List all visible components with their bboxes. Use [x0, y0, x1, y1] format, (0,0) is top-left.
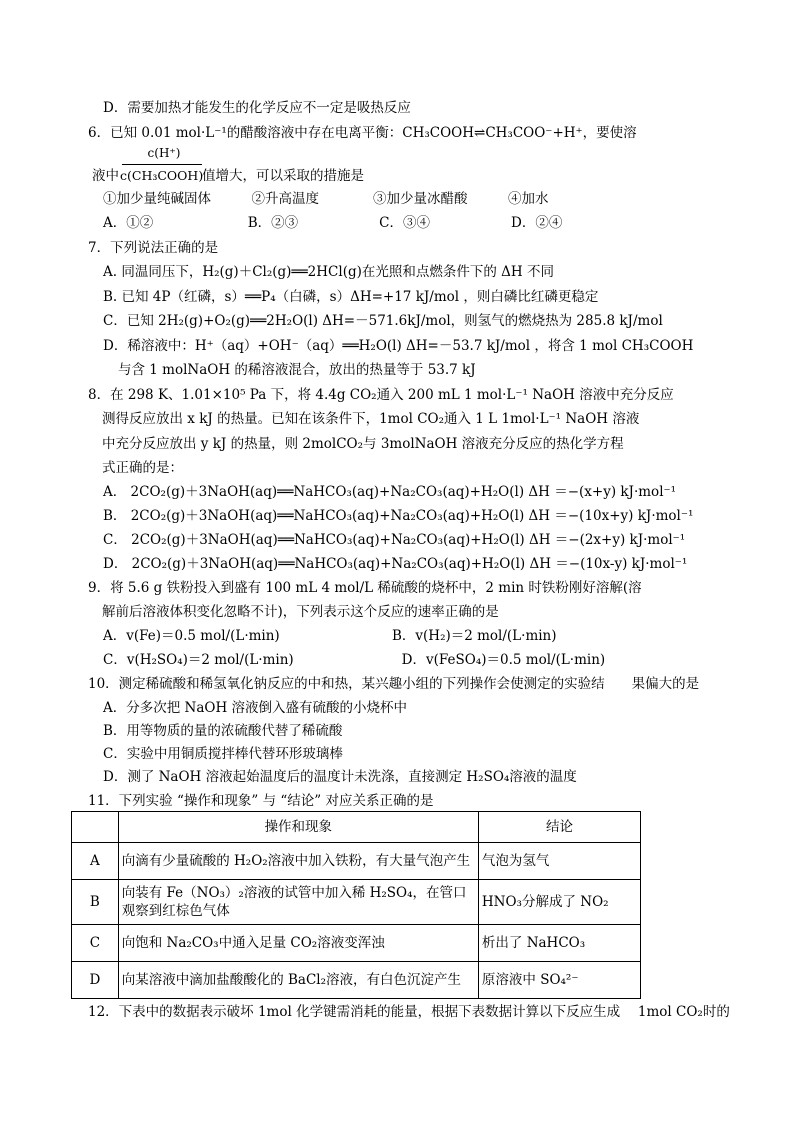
q9-options-ab: A．v(Fe)＝0.5 mol/(L·min) B．v(H₂)＝2 mol/(L·min)	[103, 628, 557, 644]
table-header-cell: 结论	[478, 812, 640, 843]
table-row	[72, 925, 641, 962]
q10-option-b: B．用等物质的量的浓硫酸代替了稀硫酸	[103, 723, 343, 739]
q8-option-a: A． 2CO₂(g)＋3NaOH(aq)══NaHCO₃(aq)+Na₂CO₃(aq)+H₂O(l) ΔH ＝−(x+y) kJ·mol⁻¹	[103, 484, 677, 500]
q6-fraction-denominator: c(CH₃COOH)	[120, 168, 204, 183]
q9-stem-2: 解前后溶液体积变化忽略不计)，下列表示这个反应的速率正确的是	[102, 604, 499, 620]
q6-fraction-bar	[122, 164, 202, 165]
q8-stem-2: 测得反应放出 x kJ 的热量。已知在该条件下，1mol CO₂通入 1 L 1mol·L⁻¹ NaOH 溶液	[102, 411, 640, 427]
table-row	[72, 843, 641, 880]
q8-stem-4: 式正确的是：	[102, 460, 183, 476]
q7-stem: 7．下列说法正确的是	[88, 240, 219, 256]
table-header-cell: 操作和现象	[118, 812, 478, 843]
q11-stem: 11．下列实验 “操作和现象” 与 “结论” 对应关系正确的是	[88, 793, 434, 809]
q6-stem-cont-pre: 液中	[92, 168, 119, 184]
table-header-cell	[72, 812, 119, 843]
q7-option-c: C．已知 2H₂(g)+O₂(g)══2H₂O(l) ΔH=－571.6kJ/mol，则氢气的燃烧热为 285.8 kJ/mol	[103, 313, 663, 329]
table-row	[72, 962, 641, 999]
q8-option-c: C． 2CO₂(g)＋3NaOH(aq)══NaHCO₃(aq)+Na₂CO₃(aq)+H₂O(l) ΔH ＝−(2x+y) kJ·mol⁻¹	[103, 532, 686, 548]
q10-stem: 10．测定稀硫酸和稀氢氧化钠反应的中和热，某兴趣小组的下列操作会使测定的实验结 果偏大的是	[88, 676, 700, 692]
q6-measures: ①加少量纯碱固体 ②升高温度 ③加少量冰醋酸 ④加水	[103, 191, 549, 207]
table-cell-conclusion: 析出了 NaHCO₃	[478, 925, 640, 962]
q10-option-c: C．实验中用铜质搅拌棒代替环形玻璃棒	[103, 746, 343, 762]
q10-option-d: D．测了 NaOH 溶液起始温度后的温度计未洗涤，直接测定 H₂SO₄溶液的温度	[103, 769, 577, 785]
table-header-row	[72, 812, 641, 843]
q7-option-d: D．稀溶液中：H⁺（aq）+OH⁻（aq）══H₂O(l) ΔH=－53.7 kJ/mol ，将含 1 mol CH₃COOH	[103, 338, 694, 354]
q8-option-b: B． 2CO₂(g)＋3NaOH(aq)══NaHCO₃(aq)+Na₂CO₃(aq)+H₂O(l) ΔH ＝−(10x+y) kJ·mol⁻¹	[103, 508, 694, 524]
q8-option-d: D． 2CO₂(g)＋3NaOH(aq)══NaHCO₃(aq)+Na₂CO₃(aq)+H₂O(l) ΔH ＝−(10x-y) kJ·mol⁻¹	[103, 556, 688, 572]
table-cell-label: D	[72, 962, 119, 999]
q8-stem-1: 8．在 298 K、1.01×10⁵ Pa 下，将 4.4g CO₂通入 200 mL 1 mol·L⁻¹ NaOH 溶液中充分反应	[88, 387, 674, 403]
table-cell-conclusion: HNO₃分解成了 NO₂	[478, 880, 640, 925]
q6-options: A．①② B．②③ C．③④ D．②④	[103, 215, 563, 231]
q7-option-d-cont: 与含 1 molNaOH 的稀溶液混合，放出的热量等于 53.7 kJ	[118, 362, 476, 378]
table-cell-operation: 向某溶液中滴加盐酸酸化的 BaCl₂溶液，有白色沉淀产生	[118, 962, 478, 999]
table-cell-operation: 向滴有少量硫酸的 H₂O₂溶液中加入铁粉，有大量气泡产生	[118, 843, 478, 880]
table-cell-label: B	[72, 880, 119, 925]
q10-option-a: A．分多次把 NaOH 溶液倒入盛有硫酸的小烧杯中	[103, 700, 408, 716]
q8-stem-3: 中充分反应放出 y kJ 的热量，则 2molCO₂与 3molNaOH 溶液充分反应的热化学方程	[102, 436, 624, 452]
table-cell-conclusion: 气泡为氢气	[478, 843, 640, 880]
q9-stem-1: 9．将 5.6 g 铁粉投入到盛有 100 mL 4 mol/L 稀硫酸的烧杯中，2 min 时铁粉刚好溶解(溶	[88, 580, 642, 596]
q12-stem: 12．下表中的数据表示破坏 1mol 化学键需消耗的能量，根据下表数据计算以下反应生成 1mol CO₂时的	[88, 1004, 730, 1020]
q7-option-a: A. 同温同压下，H₂(g)＋Cl₂(g)══2HCl(g)在光照和点燃条件下的 ΔH 不同	[103, 264, 554, 280]
table-cell-operation: 向装有 Fe（NO₃）₂溶液的试管中加入稀 H₂SO₄，在管口观察到红棕色气体	[118, 880, 478, 925]
q9-options-cd: C．v(H₂SO₄)＝2 mol/(L·min) D．v(FeSO₄)＝0.5 mol/(L·min)	[103, 652, 606, 668]
table-cell-conclusion: 原溶液中 SO₄²⁻	[478, 962, 640, 999]
q6-stem: 6．已知 0.01 mol·L⁻¹的醋酸溶液中存在电离平衡：CH₃COOH⇌CH₃COO⁻+H⁺，要使溶	[88, 125, 637, 141]
table-cell-label: C	[72, 925, 119, 962]
q5-option-d: D．需要加热才能发生的化学反应不一定是吸热反应	[103, 100, 411, 116]
q7-option-b: B. 已知 4P（红磷，s）══P₄（白磷，s）ΔH=+17 kJ/mol ，则白磷比红磷更稳定	[103, 289, 599, 305]
q6-fraction-numerator: c(H⁺)	[147, 146, 181, 160]
table-row	[72, 880, 641, 925]
table-cell-operation: 向饱和 Na₂CO₃中通入足量 CO₂溶液变浑浊	[118, 925, 478, 962]
table-cell-label: A	[72, 843, 119, 880]
q6-stem-cont-post: 值增大，可以采取的措施是	[202, 168, 364, 184]
q11-table	[71, 811, 641, 999]
